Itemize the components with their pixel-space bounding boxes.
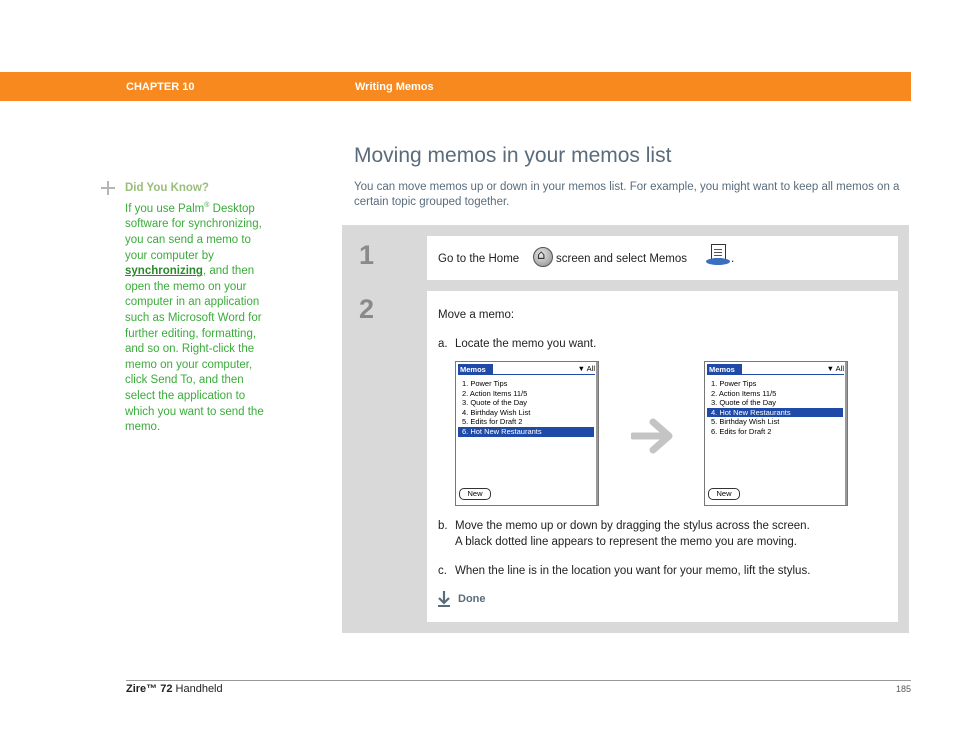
step-1-text-before: Go to the Home (438, 253, 520, 265)
done-label: Done (458, 593, 486, 605)
list-item: 5. Birthday Wish List (711, 417, 780, 427)
done-arrow-icon (437, 590, 451, 608)
new-button: New (708, 488, 740, 500)
new-button: New (459, 488, 491, 500)
list-item: 5. Edits for Draft 2 (462, 417, 523, 427)
step-1-text-after: . (731, 253, 735, 265)
palm-app-title: Memos (458, 364, 493, 375)
home-icon (533, 247, 553, 267)
step-1-text-middle: screen and select Memos (556, 253, 688, 265)
memo-list-before (458, 379, 594, 437)
category-picker: ▼ All (577, 364, 595, 373)
arrow-right-icon (631, 418, 677, 454)
list-item: 3. Quote of the Day (462, 398, 528, 408)
step-2b-line2: A black dotted line appears to represent the memo you are moving. (455, 536, 798, 548)
intro-paragraph: You can move memos up or down in your memos list. For example, you might want to keep all memos on a certain topic grouped together. (354, 181, 900, 208)
page-number: 185 (895, 684, 911, 694)
category-picker: ▼ All (826, 364, 844, 373)
list-item-selected: 4. Hot New Restaurants (707, 408, 843, 418)
synchronizing-link[interactable]: synchronizing (125, 265, 203, 278)
step-2c-label: c. (438, 565, 447, 577)
memo-list-after (707, 379, 843, 437)
footer-product: Zire™ 72 Handheld (126, 683, 223, 695)
page-title: Moving memos in your memos list (354, 144, 672, 167)
list-item: 1. Power Tips (711, 379, 757, 388)
section-label: Writing Memos (355, 81, 434, 93)
list-item: 3. Quote of the Day (711, 398, 777, 408)
did-you-know-body: If you use Palm® Desktop software for synchronizing, you can send a memo to your computer by synchronizing, and then open the memo on your computer in an application such as Microsoft Word for further editing, formatting, and so on. Right-click the memo on your computer, click Send To, and then select the application to which you want to send the memo. (125, 202, 264, 434)
step-2-intro: Move a memo: (438, 309, 515, 321)
list-item: 4. Birthday Wish List (462, 407, 531, 417)
palm-screen-before (455, 361, 599, 506)
list-item: 6. Edits for Draft 2 (711, 426, 772, 436)
palm-screen-after (704, 361, 848, 506)
palm-app-title: Memos (707, 364, 742, 375)
list-item: 2. Action Items 11/5 (711, 388, 777, 398)
step-number-1: 1 (359, 240, 375, 270)
step-2b-line1: Move the memo up or down by dragging the stylus across the screen. (455, 520, 810, 532)
step-number-2: 2 (359, 294, 375, 324)
chapter-label: CHAPTER 10 (126, 81, 195, 93)
list-item-selected: 6. Hot New Restaurants (458, 427, 594, 437)
list-item: 2. Action Items 11/5 (462, 388, 528, 398)
did-you-know-title: Did You Know? (125, 182, 209, 194)
step-2a-text: Locate the memo you want. (455, 338, 597, 350)
step-2b-label: b. (438, 520, 448, 532)
plus-icon (101, 181, 115, 195)
step-2a-label: a. (438, 338, 448, 350)
list-item: 1. Power Tips (462, 379, 508, 388)
memos-app-icon (706, 244, 730, 266)
footer-divider (126, 680, 911, 681)
step-2c-text: When the line is in the location you want for your memo, lift the stylus. (455, 565, 811, 577)
